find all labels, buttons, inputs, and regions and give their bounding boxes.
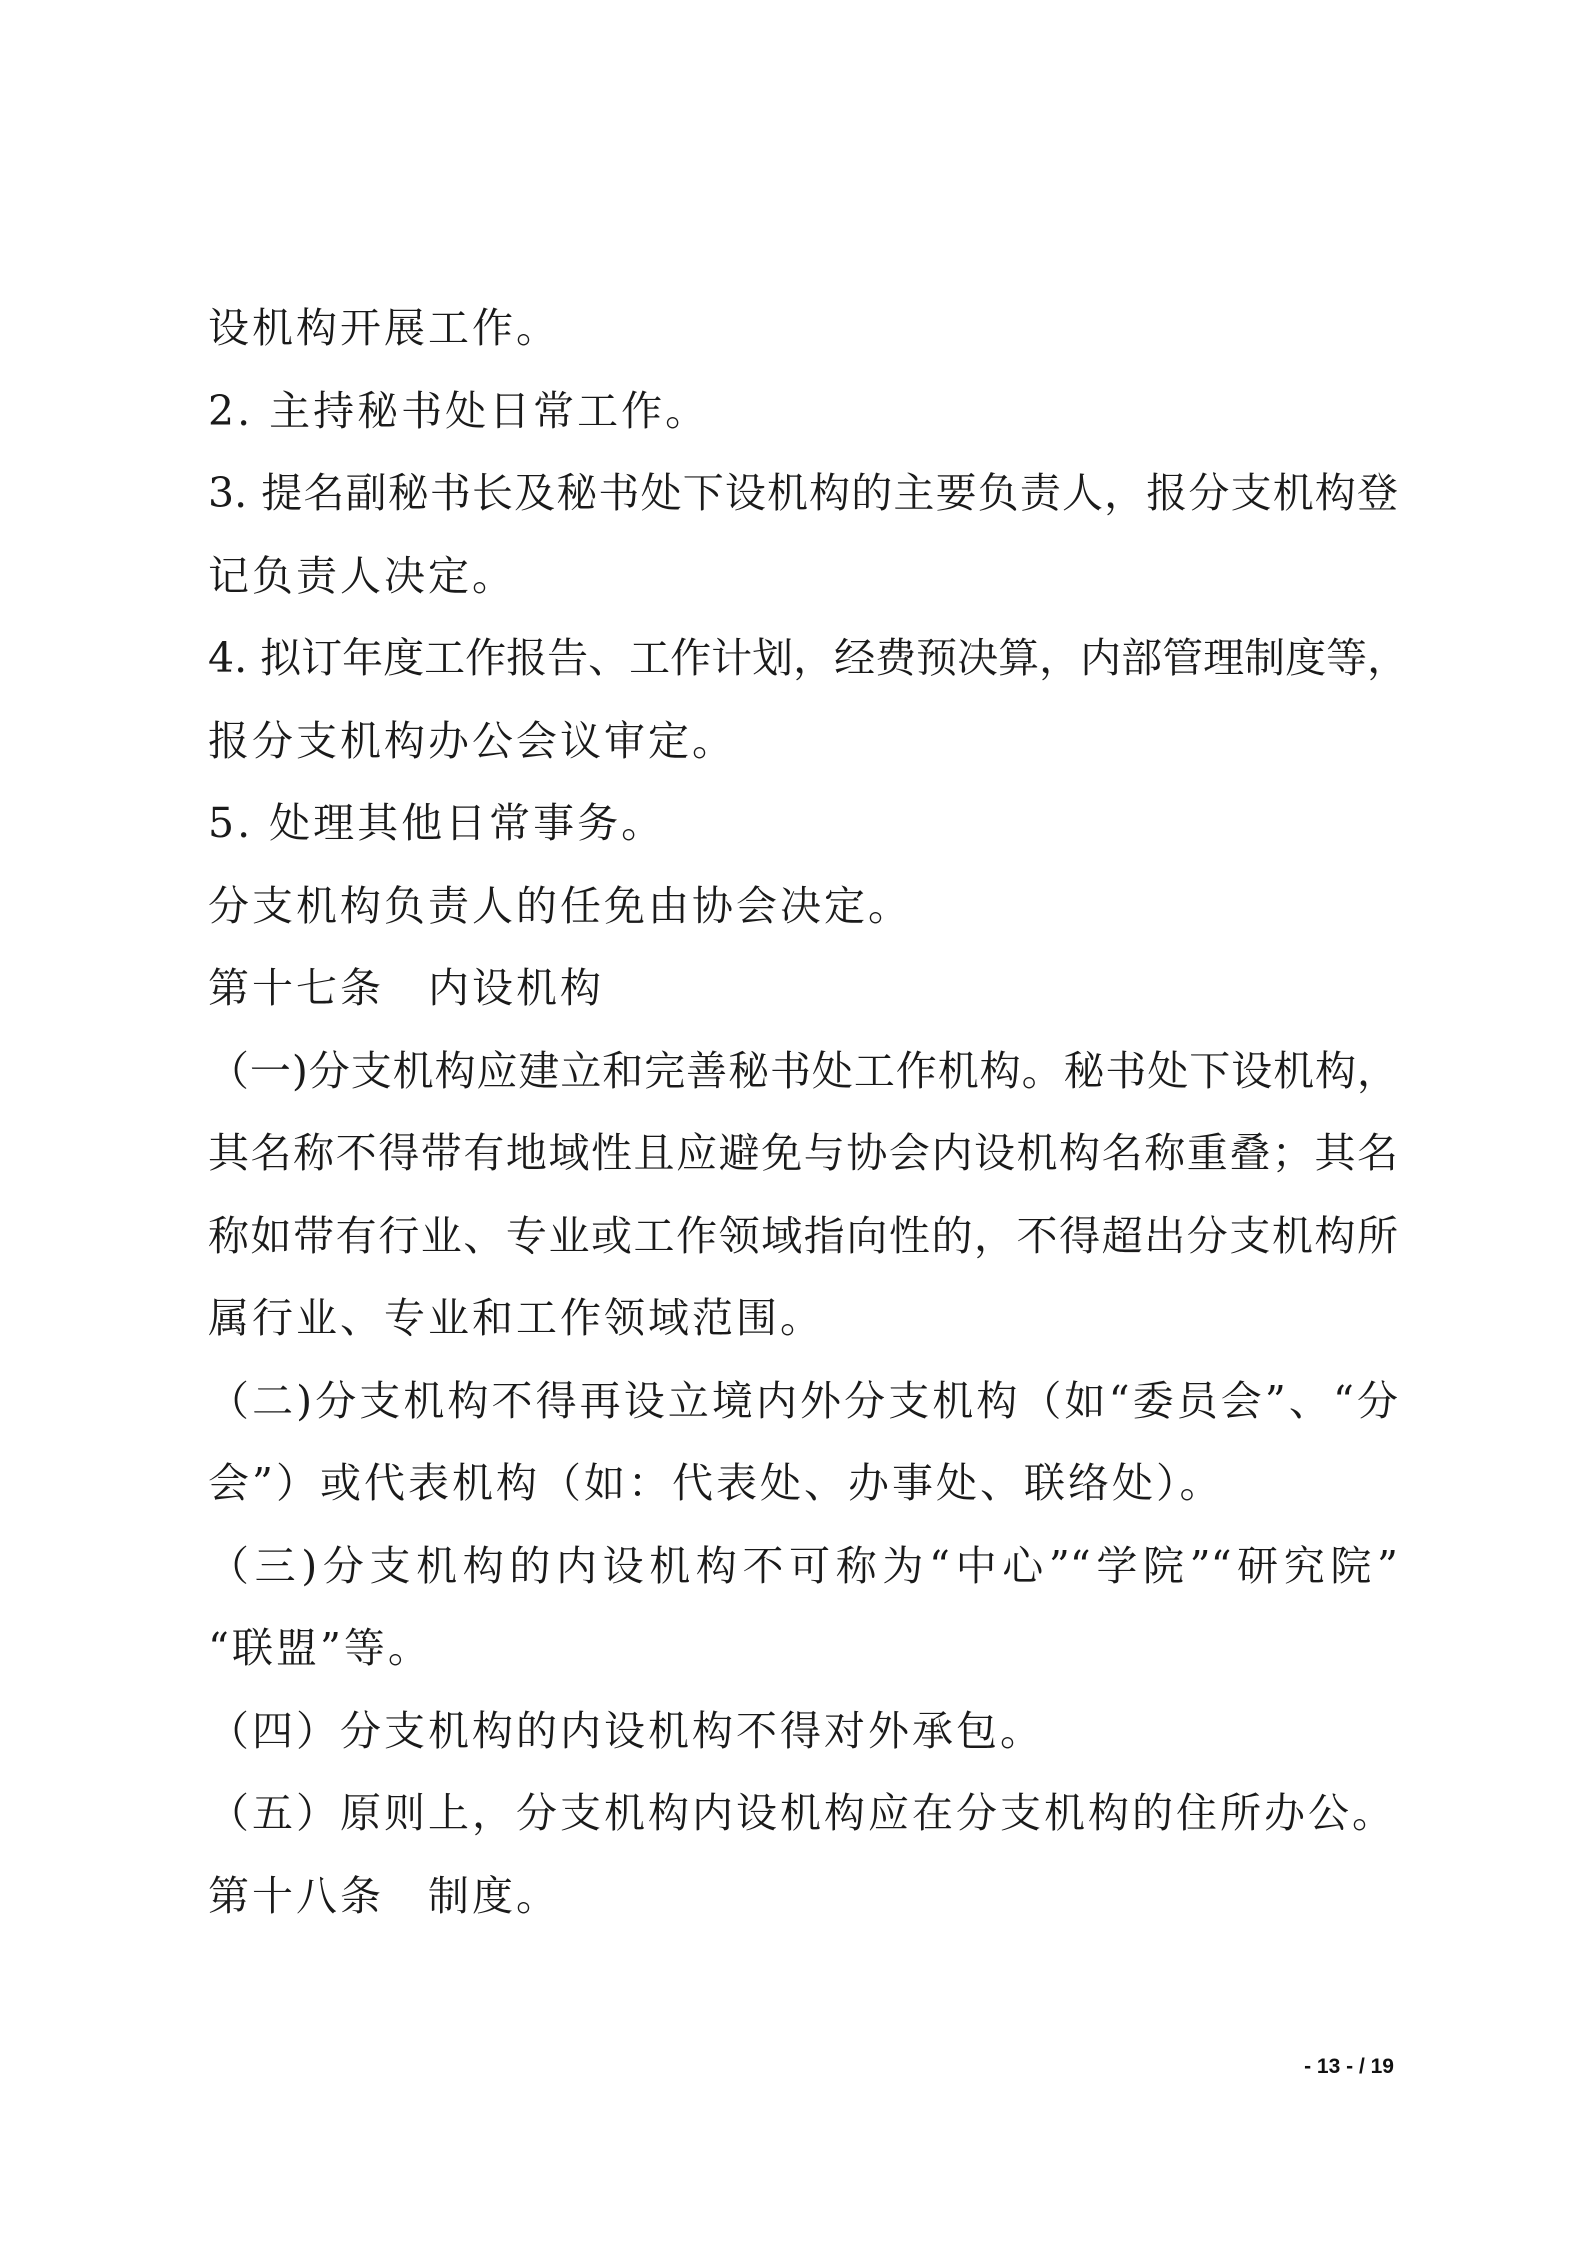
text-line: 3. 提名副秘书长及秘书处下设机构的主要负责人，报分支机构登 — [208, 469, 1398, 517]
text-line: “联盟”等。 — [208, 1624, 432, 1672]
text-line: （三)分支机构的内设机构不可称为“中心”“学院”“研究院” — [208, 1541, 1398, 1590]
text-line: 分支机构负责人的任免由协会决定。 — [208, 881, 912, 930]
text-line: 5. 处理其他日常事务。 — [208, 799, 666, 847]
page-number — [1304, 2055, 1394, 2079]
text-line: 报分支机构办公会议审定。 — [208, 716, 736, 765]
text-line: 记负责人决定。 — [208, 551, 516, 600]
text-line: 称如带有行业、专业或工作领域指向性的，不得超出分支机构所 — [208, 1211, 1398, 1260]
text-line: （二)分支机构不得再设立境内外分支机构（如“委员会”、“分 — [208, 1376, 1398, 1425]
section-heading: 第十七条 内设机构 — [208, 964, 604, 1012]
text-line: 2. 主持秘书处日常工作。 — [208, 386, 710, 435]
text-line: （四）分支机构的内设机构不得对外承包。 — [208, 1706, 1044, 1755]
text-line: 4. 拟订年度工作报告、工作计划，经费预决算，内部管理制度等， — [208, 634, 1409, 682]
text-line: 会”）或代表机构（如：代表处、办事处、联络处）。 — [208, 1459, 1224, 1507]
text-line: （五）原则上，分支机构内设机构应在分支机构的住所办公。 — [208, 1789, 1396, 1837]
text-line: （一)分支机构应建立和完善秘书处工作机构。秘书处下设机构， — [208, 1046, 1398, 1095]
page-number-label: - 13 - / 19 — [1304, 2055, 1394, 2078]
section-heading: 第十八条 制度。 — [208, 1871, 560, 1920]
text-line: 设机构开展工作。 — [208, 304, 560, 352]
text-line: 属行业、专业和工作领域范围。 — [208, 1294, 824, 1342]
body-text — [208, 287, 1409, 1937]
text-line: 其名称不得带有地域性且应避免与协会内设机构名称重叠；其名 — [208, 1129, 1398, 1177]
